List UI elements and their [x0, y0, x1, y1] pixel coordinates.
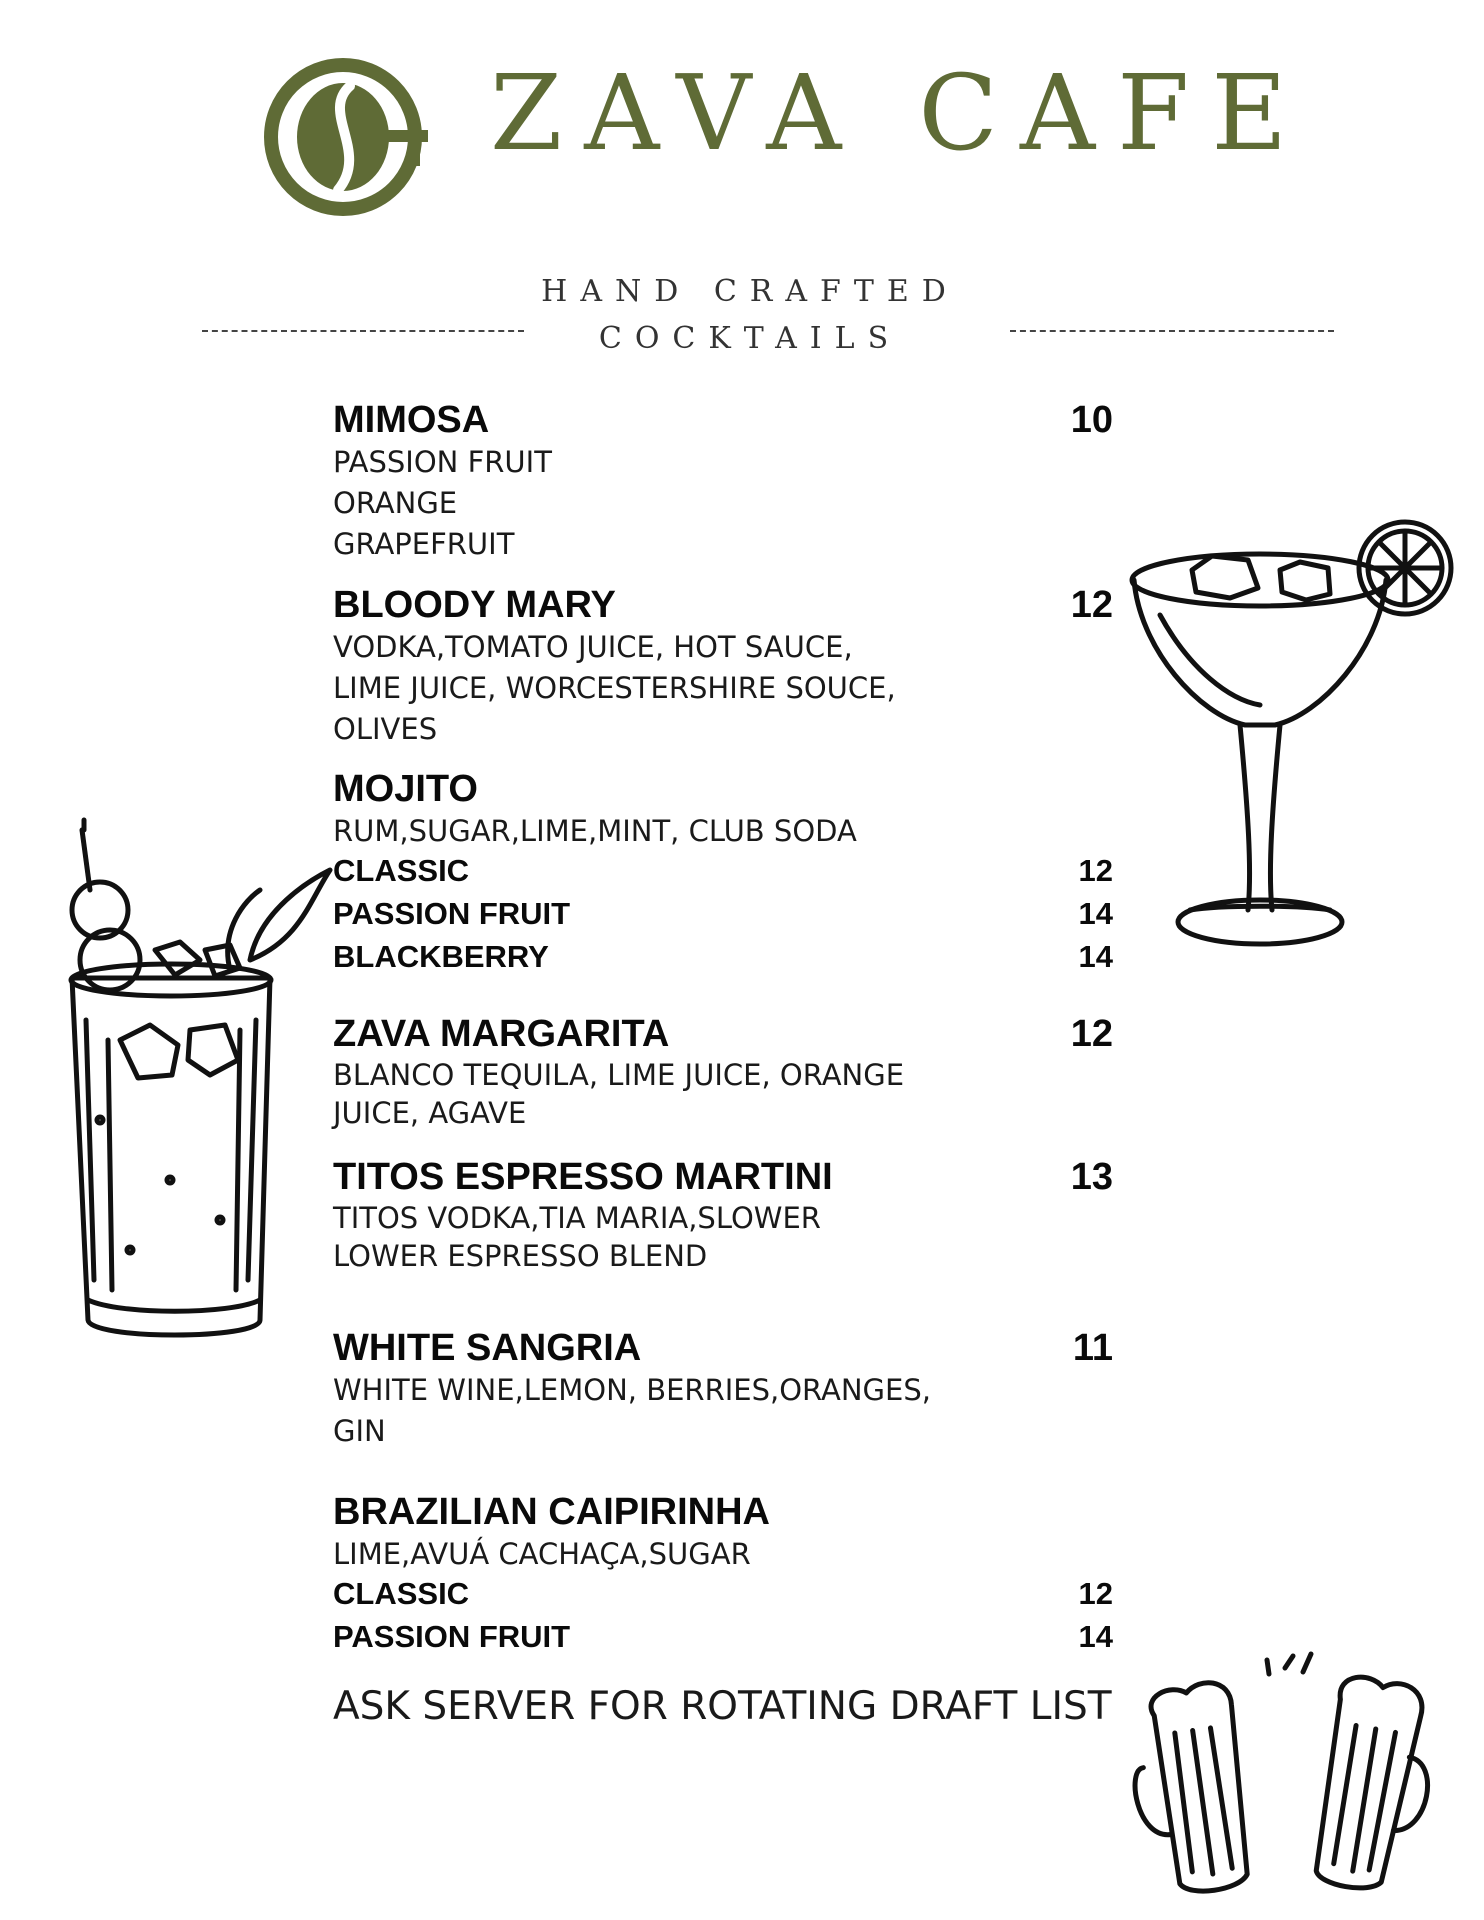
- item-price: 11: [1072, 1327, 1113, 1369]
- highball-glass-icon: [60, 820, 340, 1360]
- section-title-line1: HAND CRAFTED: [541, 274, 959, 309]
- coffee-bean-logo-icon: [258, 52, 438, 222]
- variant-row: [333, 894, 1113, 934]
- description-line: LIME,AVUÁ CACHAÇA,SUGAR: [333, 1537, 751, 1571]
- item-name: BLOODY MARY: [333, 584, 616, 626]
- draft-list-note: ASK SERVER FOR ROTATING DRAFT LIST: [333, 1684, 1112, 1729]
- item-description: [333, 627, 896, 750]
- description-line: WHITE WINE,LEMON, BERRIES,ORANGES,: [333, 1373, 931, 1407]
- variant-row: [333, 1574, 1113, 1614]
- item-description: [333, 1056, 904, 1132]
- divider-right: [1010, 330, 1334, 332]
- variant-price: 12: [1078, 853, 1113, 888]
- beer-mugs-icon: [1135, 1650, 1435, 1905]
- item-price: 12: [1070, 1013, 1113, 1055]
- item-name: BRAZILIAN CAIPIRINHA: [333, 1491, 770, 1533]
- item-name: MOJITO: [333, 768, 478, 810]
- item-name: WHITE SANGRIA: [333, 1327, 642, 1369]
- variant-price: 14: [1078, 896, 1113, 931]
- variant-label: CLASSIC: [333, 853, 470, 888]
- description-line: GIN: [333, 1414, 386, 1448]
- item-price: 12: [1070, 584, 1113, 626]
- variant-label: BLACKBERRY: [333, 939, 549, 974]
- variant-price: 12: [1078, 1576, 1113, 1611]
- variant-row: [333, 1617, 1113, 1657]
- description-line: GRAPEFRUIT: [333, 527, 515, 561]
- item-description: [333, 1199, 821, 1275]
- description-line: LIME JUICE, WORCESTERSHIRE SOUCE,: [333, 671, 896, 705]
- item-name: ZAVA MARGARITA: [333, 1013, 670, 1055]
- variant-price: 14: [1078, 939, 1113, 974]
- description-line: ORANGE: [333, 486, 458, 520]
- description-line: TITOS VODKA,TIA MARIA,SLOWER: [333, 1201, 821, 1235]
- variant-price: 14: [1078, 1619, 1113, 1654]
- margarita-glass-icon: [1130, 510, 1460, 960]
- description-line: JUICE, AGAVE: [333, 1096, 527, 1130]
- item-description: [333, 442, 552, 565]
- brand-name: ZAVA CAFE: [490, 52, 1310, 174]
- item-name: MIMOSA: [333, 399, 490, 441]
- item-description: [333, 1534, 751, 1575]
- section-title-line2: COCKTAILS: [598, 321, 902, 356]
- variant-row: [333, 851, 1113, 891]
- description-line: RUM,SUGAR,LIME,MINT, CLUB SODA: [333, 814, 857, 848]
- divider-left: [202, 330, 524, 332]
- variant-row: [333, 937, 1113, 977]
- variant-label: CLASSIC: [333, 1576, 470, 1611]
- item-name: TITOS ESPRESSO MARTINI: [333, 1156, 833, 1198]
- item-description: [333, 811, 857, 852]
- description-line: VODKA,TOMATO JUICE, HOT SAUCE,: [333, 630, 853, 664]
- variant-label: PASSION FRUIT: [333, 896, 571, 931]
- description-line: PASSION FRUIT: [333, 445, 552, 479]
- description-line: BLANCO TEQUILA, LIME JUICE, ORANGE: [333, 1058, 905, 1092]
- description-line: LOWER ESPRESSO BLEND: [333, 1239, 708, 1273]
- item-price: 13: [1070, 1156, 1113, 1198]
- variant-label: PASSION FRUIT: [333, 1619, 571, 1654]
- item-description: [333, 1370, 931, 1452]
- item-price: 10: [1070, 399, 1113, 441]
- description-line: OLIVES: [333, 712, 438, 746]
- section-title: [520, 268, 980, 362]
